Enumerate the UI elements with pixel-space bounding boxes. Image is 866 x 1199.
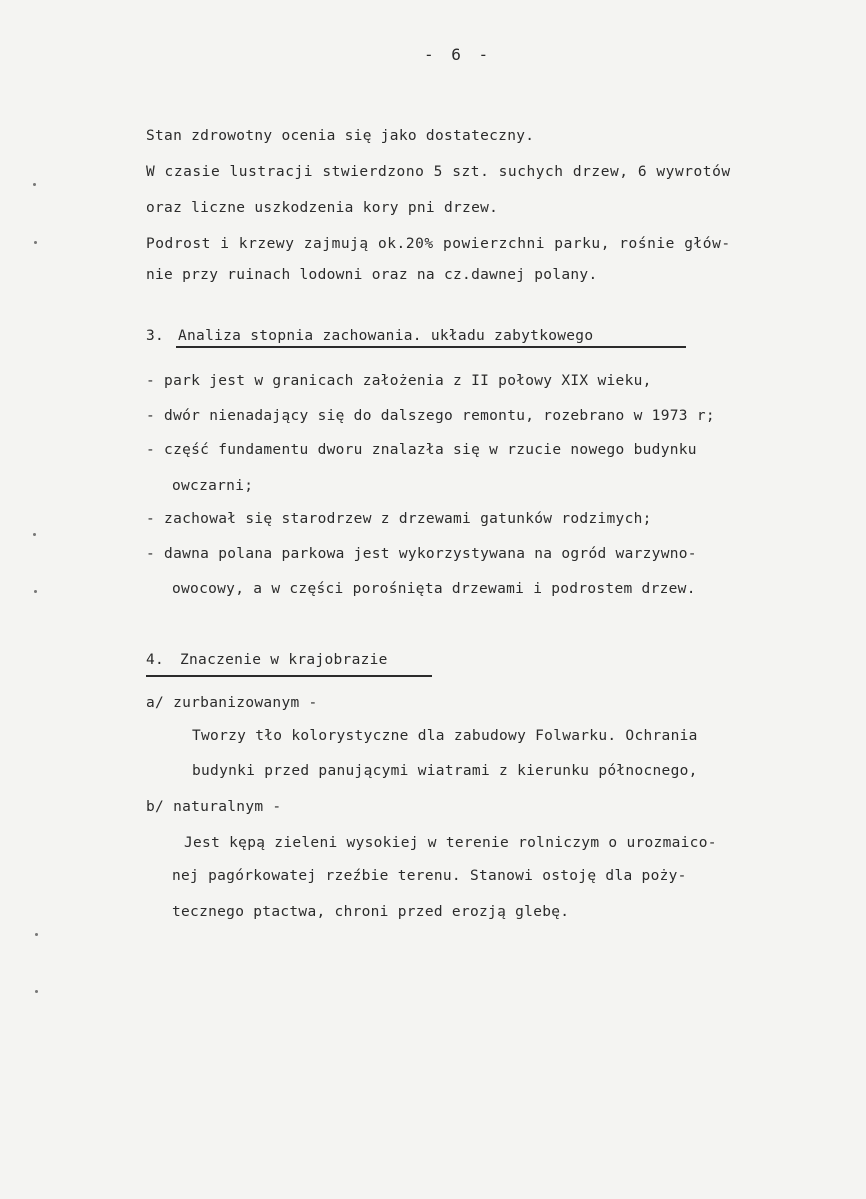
paragraph-line: Stan zdrowotny ocenia się jako dostateczny.: [146, 128, 535, 144]
section3-line: owocowy, a w części porośnięta drzewami i podrostem drzew.: [172, 581, 696, 597]
section3-line: - zachował się starodrzew z drzewami gatunków rodzimych;: [146, 511, 652, 527]
section3-line: - park jest w granicach założenia z II połowy XIX wieku,: [146, 373, 652, 389]
margin-speck: [34, 590, 37, 593]
section4-b-label: b/ naturalnym -: [146, 799, 282, 815]
margin-speck: [33, 183, 36, 186]
section3-line: owczarni;: [172, 478, 254, 494]
section4-underline: [146, 675, 432, 677]
section4-b-line: nej pagórkowatej rzeźbie terenu. Stanowi ostoję dla poży-: [172, 868, 687, 884]
section3-underline: [176, 346, 686, 348]
section3-line: - dawna polana parkowa jest wykorzystywana na ogród warzywno-: [146, 546, 697, 562]
section3-number: 3.: [146, 328, 165, 344]
paragraph-line: nie przy ruinach lodowni oraz na cz.dawnej polany.: [146, 267, 598, 283]
margin-speck: [33, 533, 36, 536]
margin-speck: [34, 241, 37, 244]
section3-title: Analiza stopnia zachowania. układu zabytkowego: [178, 328, 594, 344]
section4-a-line: budynki przed panującymi wiatrami z kierunku północnego,: [192, 763, 698, 779]
section4-number: 4.: [146, 652, 165, 668]
margin-speck: [35, 933, 38, 936]
section4-b-line: tecznego ptactwa, chroni przed erozją glebę.: [172, 904, 570, 920]
paragraph-line: oraz liczne uszkodzenia kory pni drzew.: [146, 200, 499, 216]
page-number: - 6 -: [424, 45, 493, 64]
section3-line: - dwór nienadający się do dalszego remontu, rozebrano w 1973 r;: [146, 408, 715, 424]
section4-a-label: a/ zurbanizowanym -: [146, 695, 318, 711]
paragraph-line: Podrost i krzewy zajmują ok.20% powierzchni parku, rośnie głów-: [146, 236, 731, 252]
section4-title: Znaczenie w krajobrazie: [180, 652, 388, 668]
section4-b-line: Jest kępą zieleni wysokiej w terenie rolniczym o urozmaico-: [184, 835, 717, 851]
margin-speck: [35, 990, 38, 993]
section4-a-line: Tworzy tło kolorystyczne dla zabudowy Folwarku. Ochrania: [192, 728, 698, 744]
section3-line: - część fundamentu dworu znalazła się w rzucie nowego budynku: [146, 442, 697, 458]
paragraph-line: W czasie lustracji stwierdzono 5 szt. suchych drzew, 6 wywrotów: [146, 164, 731, 180]
